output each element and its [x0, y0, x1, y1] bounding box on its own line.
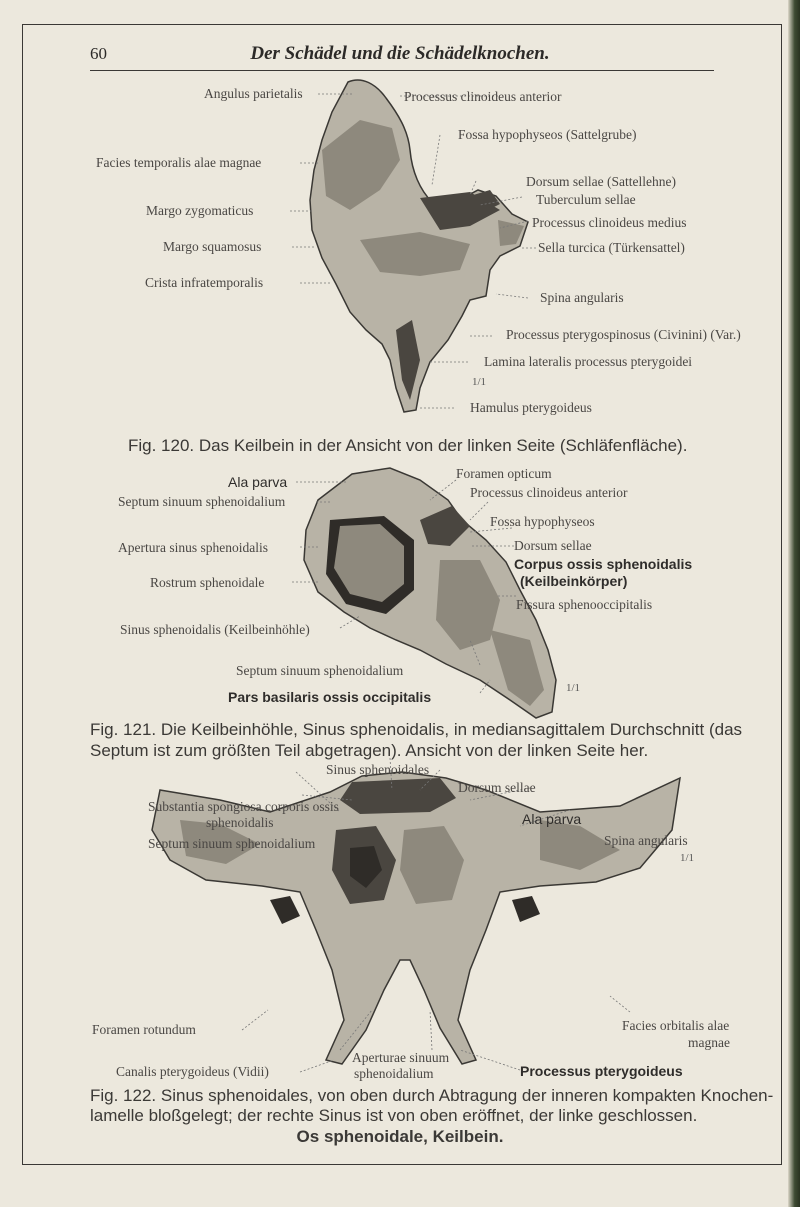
label-keilbeinkoerper: (Keilbeinkörper)	[520, 573, 628, 589]
label-sella-turcica: Sella turcica (Türkensattel)	[538, 240, 685, 255]
caption-fig122-line3: Os sphenoidale, Keilbein.	[296, 1127, 504, 1146]
label-spina-angularis: Spina angularis	[540, 290, 624, 305]
caption-fig122-line1: Fig. 122. Sinus sphenoidales, von oben durch Abtragung der inneren kompakten Knochen-	[90, 1086, 774, 1105]
label-spina-angularis-122: Spina angularis	[604, 833, 688, 848]
label-sphenoidalis: sphenoidalis	[206, 815, 274, 830]
label-processus-clinoideus-anterior: Processus clinoideus anterior	[404, 89, 562, 104]
label-processus-clinoideus-anterior-121: Processus clinoideus anterior	[470, 485, 628, 500]
label-dorsum-sellae: Dorsum sellae (Sattellehne)	[526, 174, 676, 189]
label-apertura-sinus: Apertura sinus sphenoidalis	[118, 540, 268, 555]
label-canalis-pterygoideus: Canalis pterygoideus (Vidii)	[116, 1064, 269, 1079]
label-processus-pterygospinosus: Processus pterygospinosus (Civinini) (Var.)	[506, 327, 741, 342]
label-septum-sinuum-122: Septum sinuum sphenoidalium	[148, 836, 316, 851]
caption-fig121-line1: Fig. 121. Die Keilbeinhöhle, Sinus sphenoidalis, in mediansagittalem Durchschnitt (das	[90, 720, 743, 739]
label-hamulus-pterygoideus: Hamulus pterygoideus	[470, 400, 592, 415]
label-dorsum-sellae-122: Dorsum sellae	[458, 780, 536, 795]
label-fissura-sphenooccipitalis: Fissura sphenooccipitalis	[516, 597, 653, 612]
label-lamina-lateralis: Lamina lateralis processus pterygoidei	[484, 354, 693, 369]
fig122-scale: 1/1	[680, 852, 695, 864]
label-magnae: magnae	[688, 1035, 730, 1050]
label-tuberculum-sellae: Tuberculum sellae	[536, 192, 636, 207]
label-aperturae-sinuum: Aperturae sinuum	[352, 1050, 450, 1065]
caption-fig122-line2: lamelle bloßgelegt; der rechte Sinus ist von oben eröffnet, der linke geschlossen.	[90, 1106, 698, 1125]
label-pars-basilaris: Pars basilaris ossis occipitalis	[228, 689, 432, 705]
page-number: 60	[90, 44, 107, 63]
label-foramen-opticum: Foramen opticum	[456, 466, 552, 481]
label-septum-sinuum-bottom-121: Septum sinuum sphenoidalium	[236, 663, 404, 678]
fig120-scale: 1/1	[472, 376, 487, 388]
label-ala-parva-122: Ala parva	[522, 811, 582, 827]
fig121-scale: 1/1	[566, 682, 581, 694]
label-facies-orbitalis: Facies orbitalis alae	[622, 1018, 730, 1033]
label-facies-temporalis: Facies temporalis alae magnae	[96, 155, 262, 170]
label-margo-squamosus: Margo squamosus	[163, 239, 262, 254]
label-foramen-rotundum: Foramen rotundum	[92, 1022, 196, 1037]
label-sphenoidalium-122: sphenoidalium	[354, 1066, 434, 1081]
label-margo-zygomaticus: Margo zygomaticus	[146, 203, 254, 218]
label-sinus-sphenoidales-122: Sinus sphenoidales	[326, 762, 430, 777]
label-processus-clinoideus-medius: Processus clinoideus medius	[532, 215, 687, 230]
label-crista-infratemporalis: Crista infratemporalis	[145, 275, 264, 290]
label-corpus-ossis: Corpus ossis sphenoidalis	[514, 556, 693, 572]
label-dorsum-sellae-121: Dorsum sellae	[514, 538, 592, 553]
label-angulus-parietalis: Angulus parietalis	[204, 86, 303, 101]
label-sinus-sphenoidalis: Sinus sphenoidalis (Keilbeinhöhle)	[120, 622, 310, 637]
running-title: Der Schädel und die Schädelknochen.	[250, 43, 550, 64]
label-septum-sinuum-121: Septum sinuum sphenoidalium	[118, 494, 286, 509]
caption-fig120: Fig. 120. Das Keilbein in der Ansicht von der linken Seite (Schläfenfläche).	[128, 436, 688, 455]
label-fossa-hypophyseos-121: Fossa hypophyseos	[490, 514, 595, 529]
caption-fig121-line2: Septum ist zum größten Teil abgetragen). Ansicht von der linken Seite her.	[90, 741, 649, 760]
label-fossa-hypophyseos: Fossa hypophyseos (Sattelgrube)	[458, 127, 637, 142]
label-substantia-spongiosa: Substantia spongiosa corporis ossis	[148, 799, 339, 814]
label-rostrum-sphenoidale: Rostrum sphenoidale	[150, 575, 265, 590]
label-ala-parva-121: Ala parva	[228, 474, 288, 490]
fig121-sphenoid-sagittal	[304, 468, 556, 718]
label-processus-pterygoideus: Processus pterygoideus	[520, 1063, 683, 1079]
